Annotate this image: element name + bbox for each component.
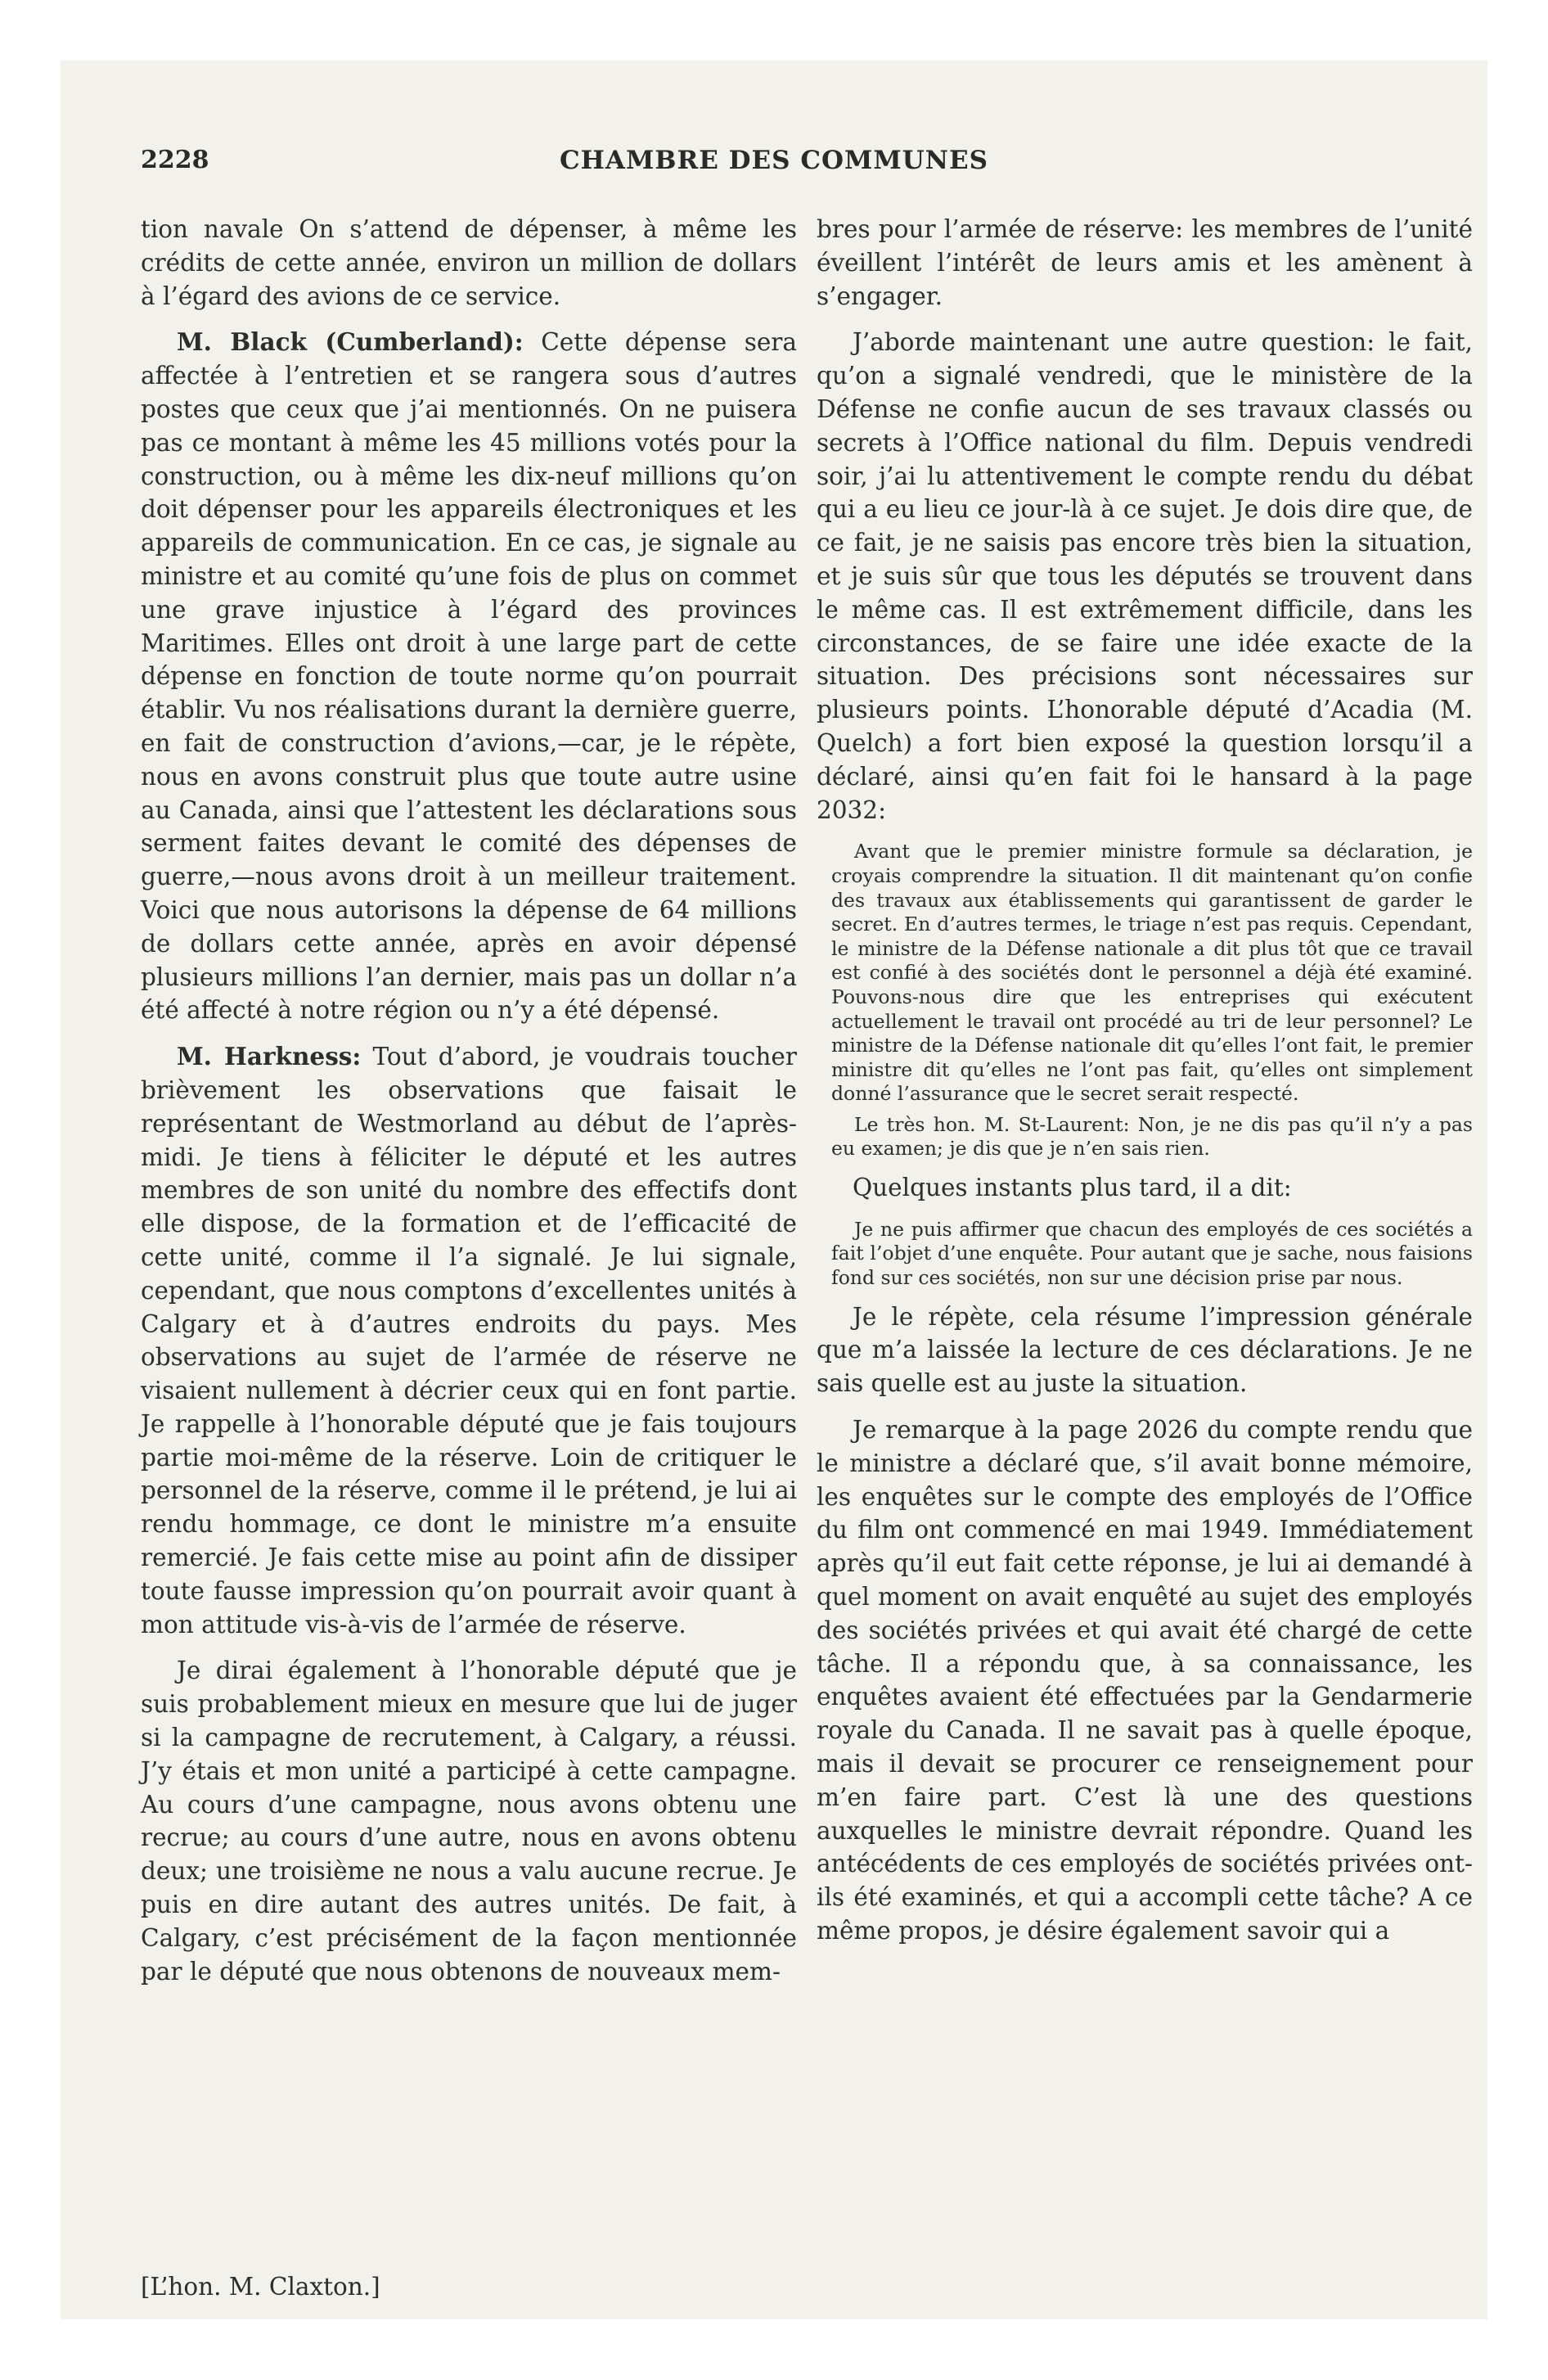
running-head	[141, 146, 1407, 195]
paragraph: bres pour l’armée de réserve: les membres de l’unité éveillent l’intérêt de leurs amis et les amènent à s’engager.	[817, 215, 1473, 310]
page-sheet	[61, 61, 1487, 2319]
speech-text: Tout d’abord, je voudrais toucher brièvement les observations que faisait le représentant de Westmorland au début de l’après-midi. Je tiens à féliciter le député et les autres membres de son unité du nombre des effectifs dont elle dispose, de la formation et de l’efficacité de cette unité, comme il l’a signalé. Je lui signale, cependant, que nous comptons d’excellentes unités à Calgary et à d’autres endroits du pays. Mes observations au sujet de l’armée de réserve ne visaient nullement à décrier ceux qui en font partie. Je rappelle à l’honorable député que je fais toujours partie moi-même de la réserve. Loin de critiquer le personnel de la réserve, comme il le prétend, je lui ai rendu hommage, ce dont le ministre m’a ensuite remercié. Je fais cette mise au point afin de dissiper toute fausse impression qu’on pourrait avoir quant à mon attitude vis-à-vis de l’armée de réserve.	[141, 1043, 797, 1639]
paragraph: Je remarque à la page 2026 du compte rendu que le ministre a déclaré que, s’il avait bonne mémoire, les enquêtes sur le compte des employés de l’Office du film ont commencé en mai 1949. Immédiatement après qu’il eut fait cette réponse, je lui ai demandé à quel moment on avait enquêté au sujet des employés des sociétés privées et qui avait été chargé de cette tâche. Il a répondu que, à sa connaissance, les enquêtes avaient été effectuées par la Gendarmerie royale du Canada. Il ne savait pas à quelle époque, mais il devait se procurer ce renseignement pour m’en faire part. C’est là une des questions auxquelles le ministre devrait répondre. Quand les antécédents de ces employés de sociétés privées ont-ils été examinés, et qui a accompli cette tâche? A ce même propos, je désire également savoir qui a	[817, 1416, 1473, 1945]
quote-text: Le très hon. M. St-Laurent: Non, je ne dis pas qu’il n’y a pas eu examen; je dis que je n’en sais rien.	[831, 1112, 1473, 1161]
paragraph	[141, 1040, 797, 1641]
block-quote	[817, 1218, 1473, 1291]
speech-text: Cette dépense sera affectée à l’entretien et se rangera sous d’autres postes que ceux que j’ai mentionnés. On ne puisera pas ce montant à même les 45 millions votés pour la construction, ou à même les dix-neuf millions qu’on doit dépenser pour les appareils électroniques et les appareils de communication. En ce cas, je signale au ministre et au comité qu’une fois de plus on commet une grave injustice à l’égard des provinces Maritimes. Elles ont droit à une large part de cette dépense en fonction de toute norme qu’on pourrait établir. Vu nos réalisations durant la dernière guerre, en fait de construction d’avions,—car, je le répète, nous en avons construit plus que toute autre usine au Canada, ainsi que l’attestent les déclarations sous serment faites devant le comité des dépenses de guerre,—nous avons droit à un meilleur traitement. Voici que nous autorisons la dépense de 64 millions de dollars cette année, après en avoir dépensé plusieurs millions l’an dernier, mais pas un dollar n’a été affecté à notre région ou n’y a été dépensé.	[141, 328, 797, 1025]
footer-note: [L’hon. M. Claxton.]	[141, 2273, 380, 2301]
paragraph: tion navale On s’attend de dépenser, à même les crédits de cette année, environ un million de dollars à l’égard des avions de ce service.	[141, 215, 797, 310]
speaker-name: M. Harkness:	[177, 1042, 362, 1071]
quote-text: Avant que le premier ministre formule sa déclaration, je croyais comprendre la situation. Il dit maintenant qu’on confie des travaux aux établissements qui garantissent de garder le secret. En d’autres termes, le triage n’est pas requis. Cependant, le ministre de la Défense nationale a dit plus tôt que ce travail est confié à des sociétés dont le personnel a déjà été examiné. Pouvons-nous dire que les entreprises qui exécutent actuellement le travail ont procédé au tri de leur personnel? Le ministre de la Défense nationale dit qu’elles l’ont fait, le premier ministre dit qu’elles ne l’ont pas fait, qu’elles ont simplement donné l’assurance que le secret serait respecté.	[831, 840, 1473, 1106]
right-column	[817, 213, 1473, 1961]
paragraph	[141, 326, 797, 1027]
paragraph: Je dirai également à l’honorable député que je suis probablement mieux en mesure que lui de juger si la campagne de recrutement, à Calgary, a réussi. J’y étais et mon unité a participé à cette campagne. Au cours d’une campagne, nous avons obtenu une recrue; au cours d’une autre, nous en avons obtenu deux; une troisième ne nous a valu aucune recrue. Je puis en dire autant des autres unités. De fait, à Calgary, c’est précisément de la façon mentionnée par le député que nous obtenons de nouveaux mem-	[141, 1657, 797, 1986]
paragraph: Quelques instants plus tard, il a dit:	[853, 1174, 1292, 1202]
paragraph: J’aborde maintenant une autre question: le fait, qu’on a signalé vendredi, que le ministère de la Défense ne confie aucun de ses travaux classés ou secrets à l’Office national du film. Depuis vendredi soir, j’ai lu attentivement le compte rendu du débat qui a eu lieu ce jour-là à ce sujet. Je dois dire que, de ce fait, je ne saisis pas encore très bien la situation, et je suis sûr que tous les députés se trouvent dans le même cas. Il est extrêmement difficile, dans les circonstances, de se faire une idée exacte de la situation. Des précisions sont nécessaires sur plusieurs points. L’honorable député d’Acadia (M. Quelch) a fort bien exposé la question lorsqu’il a déclaré, ainsi qu’en fait foi le hansard à la page 2032:	[817, 328, 1473, 824]
speaker-name: M. Black (Cumberland):	[177, 327, 524, 357]
page-title: CHAMBRE DES COMMUNES	[559, 146, 989, 175]
page-number: 2228	[141, 146, 209, 174]
paragraph: Je le répète, cela résume l’impression générale que m’a laissée la lecture de ces déclarations. Je ne sais quelle est au juste la situation.	[817, 1302, 1473, 1398]
quote-text: Je ne puis affirmer que chacun des employés de ces sociétés a fait l’objet d’une enquête. Pour autant que je sache, nous faisions fond sur ces sociétés, non sur une décision prise par nous.	[831, 1217, 1473, 1290]
left-column	[141, 213, 797, 2301]
block-quote	[817, 840, 1473, 1161]
